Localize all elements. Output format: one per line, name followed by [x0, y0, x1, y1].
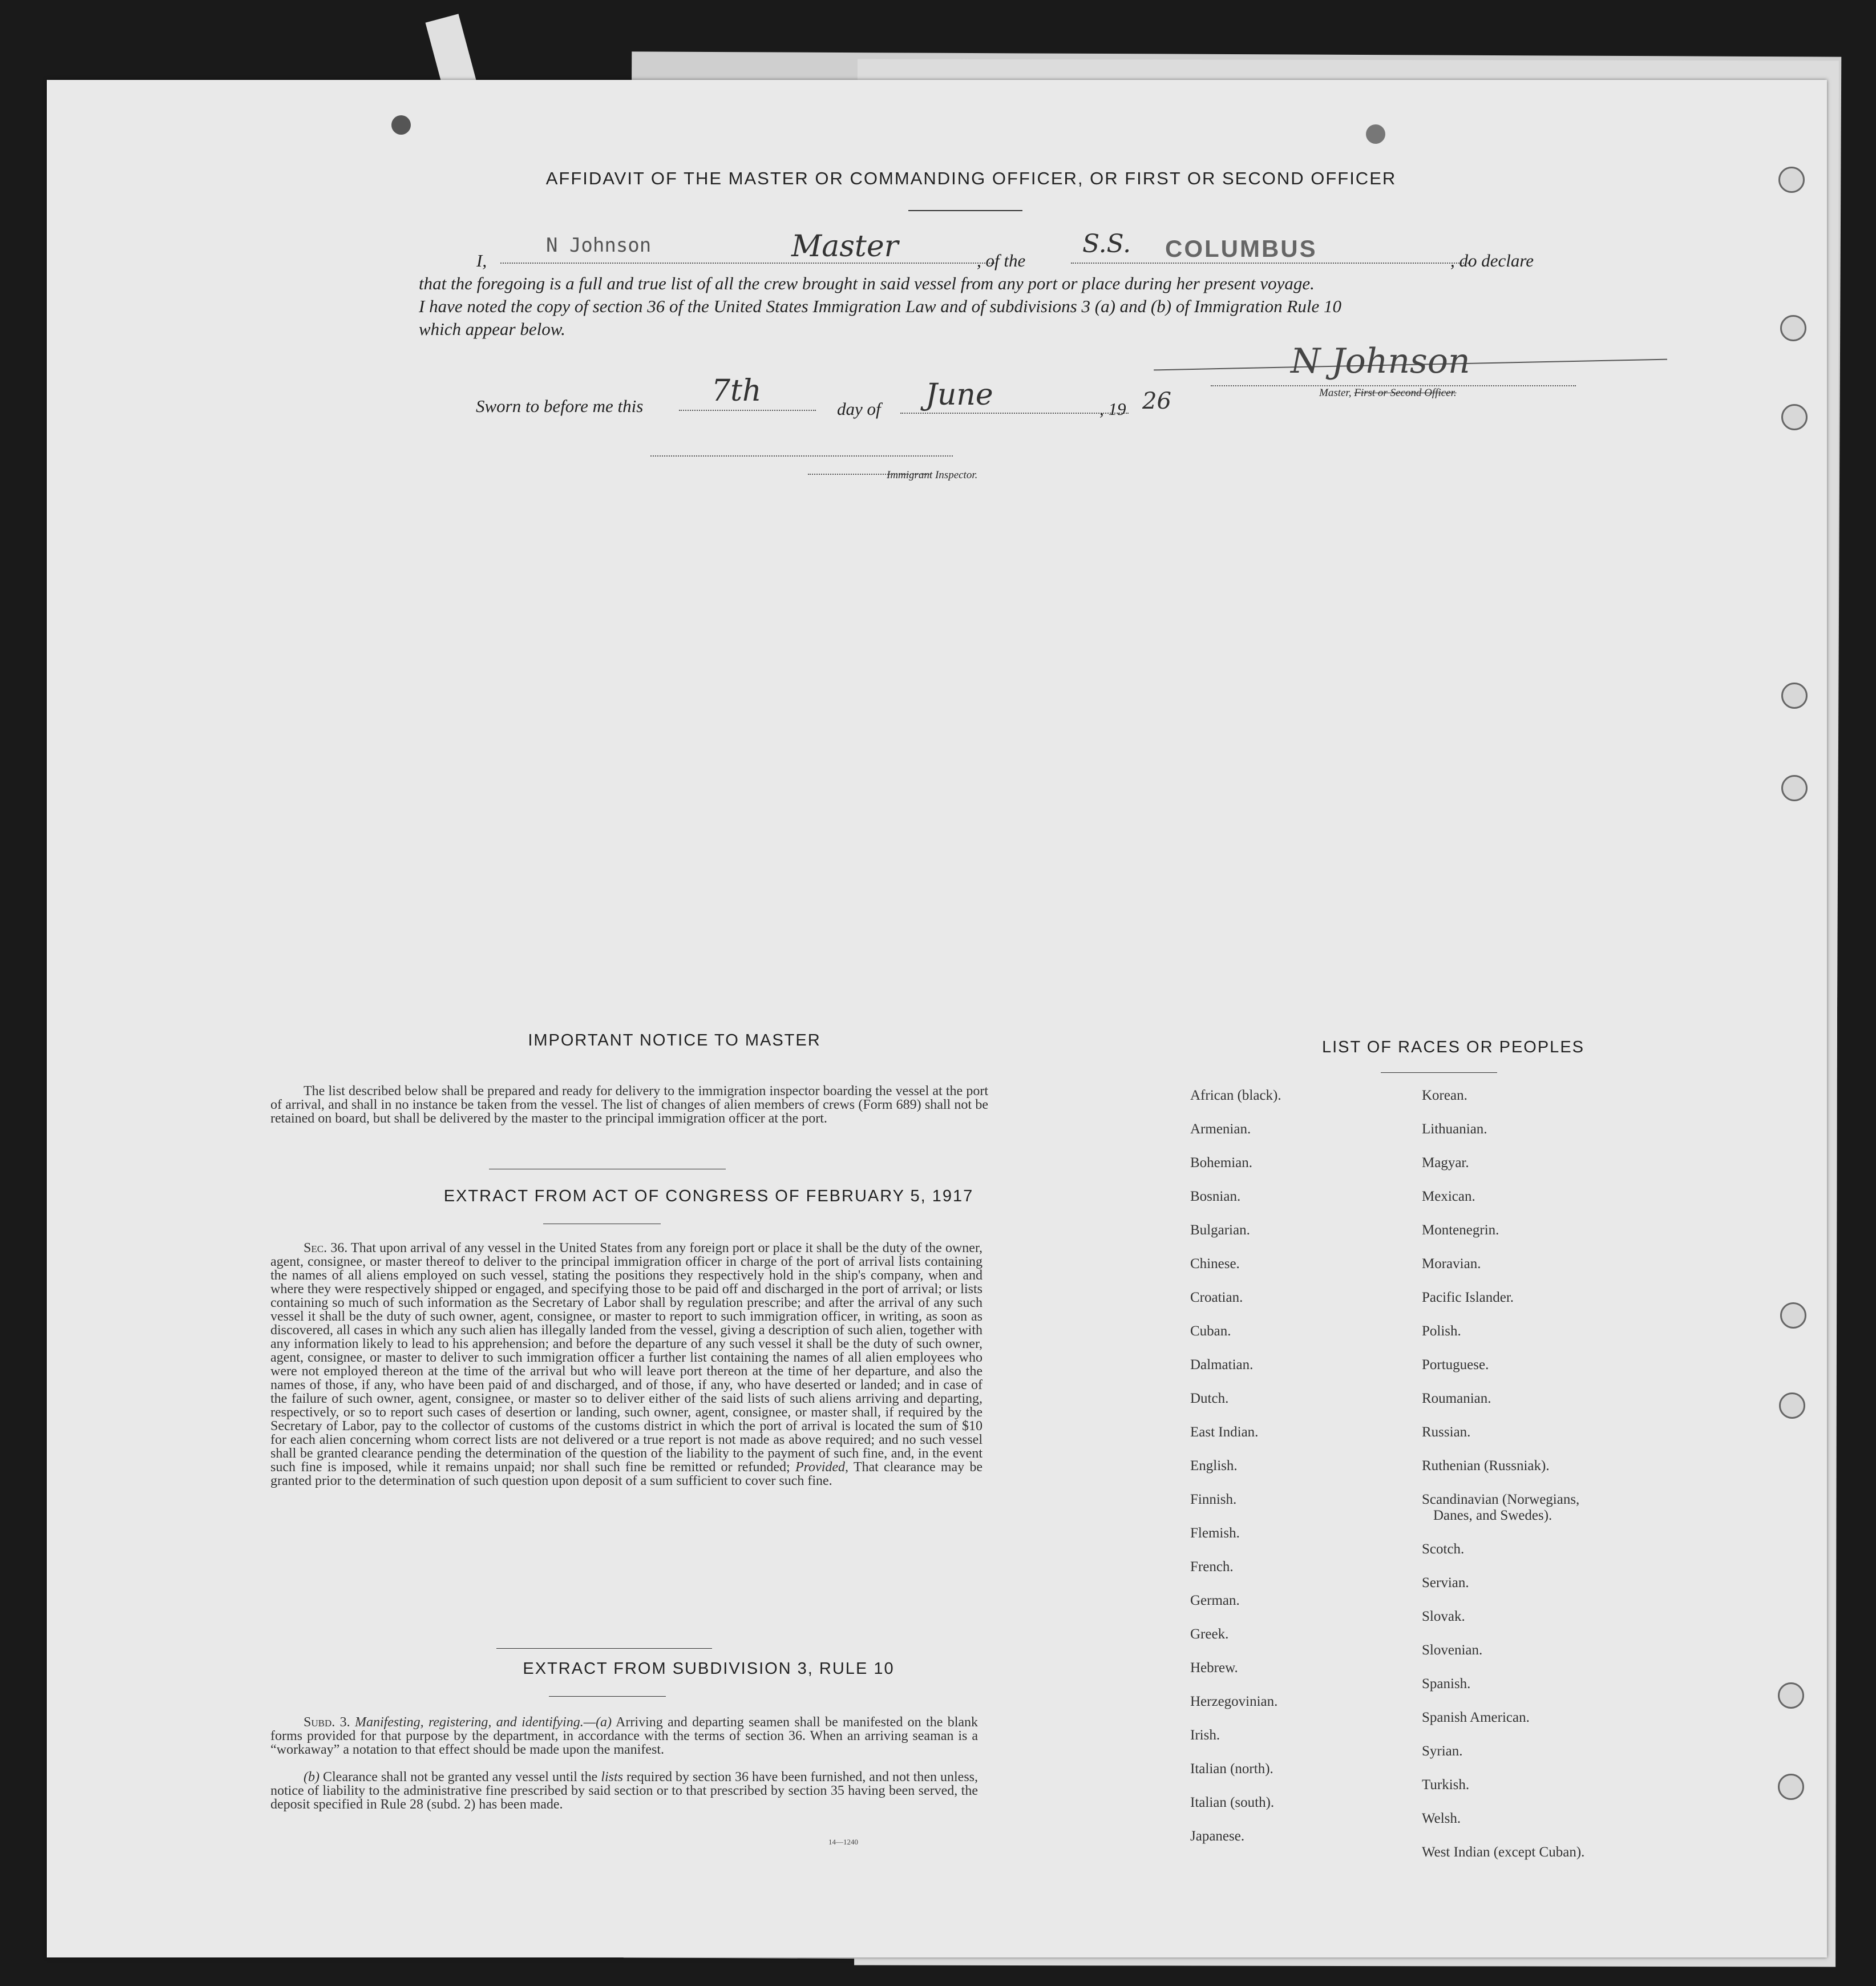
sworn-day: 7th — [711, 374, 762, 408]
race-item: Servian. — [1422, 1575, 1469, 1591]
race-item: Dalmatian. — [1190, 1357, 1254, 1373]
name-field-line — [500, 263, 997, 264]
vessel-name: COLUMBUS — [1165, 235, 1317, 262]
race-item: Chinese. — [1190, 1256, 1240, 1271]
divider — [549, 1696, 666, 1697]
sworn-label: Sworn to before me this — [476, 396, 644, 416]
race-item: Korean. — [1422, 1088, 1467, 1103]
binder-hole — [1781, 404, 1808, 430]
race-item: German. — [1190, 1593, 1240, 1608]
binder-hole — [1779, 1392, 1805, 1419]
manifest-page — [47, 80, 1827, 1957]
race-item: Pacific Islander. — [1422, 1290, 1514, 1305]
race-item: Ruthenian (Russniak). — [1422, 1458, 1550, 1474]
race-item: Spanish American. — [1422, 1710, 1530, 1725]
act-sec-label: Sec. 36. — [304, 1241, 348, 1256]
race-item: Italian (south). — [1190, 1795, 1275, 1810]
inspector-field-line — [650, 455, 953, 457]
notice-body: The list described below shall be prepared and ready for delivery to the immigration inspector boarding the vessel at the port of arrival, and shall in no instance be taken from the vessel. The list of changes of alien members of crews (Form 689) shall not be retained on board, but shall be delivered by the master to the principal immigration officer at the port. — [270, 1084, 988, 1126]
race-item: Portuguese. — [1422, 1357, 1489, 1373]
binder-hole — [1778, 167, 1805, 193]
divider — [908, 210, 1022, 211]
race-item: African (black). — [1190, 1088, 1281, 1103]
binder-hole — [1778, 1774, 1804, 1800]
race-item: Slovenian. — [1422, 1642, 1483, 1658]
vessel-prefix: S.S. — [1082, 229, 1131, 259]
race-item: French. — [1190, 1559, 1234, 1575]
affidavit-title: AFFIDAVIT OF THE MASTER OR COMMANDING OFFICER, OR FIRST OR SECOND OFFICER — [545, 168, 1397, 188]
rule-subd-label: Subd. 3. — [304, 1715, 350, 1730]
race-item: Hebrew. — [1190, 1660, 1238, 1676]
race-item: Turkish. — [1422, 1777, 1470, 1793]
do-declare-label: , do declare — [1450, 251, 1534, 271]
rule-para-a — [270, 1715, 978, 1757]
affidavit-line-2: that the foregoing is a full and true list of all the crew brought in said vessel from any port or place during her present voyage. — [419, 273, 1315, 293]
rule-para-b-2: required by section 36 have been furnished, and not then unless, notice of liability to the administrative fine prescribed by said section or to that prescribed by section 35 having been served, the deposit specified in Rule 28 (subd. 2) has been made. — [270, 1770, 978, 1812]
affidavit-line-3: I have noted the copy of section 36 of the United States Immigration Law and of subdivisions 3 (a) and (b) of Immigration Rule 10 — [419, 296, 1341, 316]
caption-struck-officer: First or Second Officer. — [1354, 387, 1457, 399]
inspector-caption: Immigrant Inspector. — [887, 469, 978, 481]
vessel-field-line — [1071, 263, 1470, 264]
race-item: Slovak. — [1422, 1609, 1465, 1624]
binder-hole — [1778, 1682, 1804, 1709]
race-item: Moravian. — [1422, 1256, 1481, 1271]
race-item: Japanese. — [1190, 1828, 1245, 1844]
punch-hole — [1366, 124, 1385, 144]
act-title: EXTRACT FROM ACT OF CONGRESS OF FEBRUARY 5, 1917 — [443, 1187, 974, 1205]
master-signature: N Johnson — [1291, 341, 1470, 381]
sworn-month: June — [925, 378, 993, 412]
notice-title: IMPORTANT NOTICE TO MASTER — [528, 1031, 821, 1049]
races-title: LIST OF RACES OR PEOPLES — [1321, 1038, 1585, 1056]
act-body — [270, 1241, 983, 1488]
master-name: N Johnson — [546, 234, 652, 257]
race-item: Roumanian. — [1422, 1391, 1491, 1406]
race-item: Croatian. — [1190, 1290, 1243, 1305]
race-item: Herzegovinian. — [1190, 1694, 1278, 1709]
form-number: 14—1240 — [828, 1838, 858, 1846]
caption-master: Master, — [1319, 387, 1352, 399]
rule-b-label: (b) — [304, 1770, 320, 1785]
punch-hole — [391, 115, 411, 135]
act-body-b: That clearance may be granted prior to the determination of such question upon deposit of a sum sufficient to cover such fine. — [270, 1460, 983, 1488]
race-item: Montenegrin. — [1422, 1222, 1499, 1238]
act-body-a: That upon arrival of any vessel in the United States from any foreign port or place it shall be the duty of the owner, agent, consignee, or master thereof to deliver to the principal immigration officer in charge of the port of arrival lists containing the names of all aliens employed on such vessel, stating the positions they respectively hold in the ship's company, when and where they were respectively shipped or engaged, and specifying those to be paid off and discharged in the port of arrival; or lists containing so much of such information as the Secretary of Labor shall by regulation prescribe; and after the arrival of any such vessel it shall be the duty of such owner, agent, consignee, or master to report to such immigration officer, in writing, as soon as discovered, all cases in which any such alien has illegally landed from the vessel, giving a description of such alien, together with any information likely to lead to his apprehension; and before the departure of any such vessel it shall be the duty of such owner, agent, consignee, or master to deliver to such immigration officer a further list containing the names of all alien employees who were not employed thereon at the time of the arrival but who will leave port thereon at the time of her departure, and also the names of those, if any, who have been paid of and discharged, and of those, if any, who have deserted or landed; and in case of the failure of such owner, agent, consignee, or master so to deliver either of the said lists of such aliens arriving and departing, respectively, or so to report such cases of desertion or landing, such owner, agent, consignee, or master shall, if required by the Secretary of Labor, pay to the collector of customs of the customs district in which the port of arrival is located the sum of $10 for each alien concerning whom correct lists are not delivered or a true report is not made as above required; and no such vessel shall be granted clearance pending the determination of the question of the liability to the payment of such fine, and, in the event such fine is imposed, while it remains unpaid; nor shall such fine be remitted or refunded; — [270, 1241, 983, 1475]
rule-title: EXTRACT FROM SUBDIVISION 3, RULE 10 — [523, 1660, 895, 1678]
binder-hole — [1780, 1302, 1806, 1329]
race-item: Mexican. — [1422, 1189, 1475, 1204]
race-item: Russian. — [1422, 1424, 1471, 1440]
race-item: Flemish. — [1190, 1525, 1240, 1541]
torn-tab — [425, 14, 476, 88]
race-item: Scandinavian (Norwegians, — [1422, 1492, 1580, 1507]
race-item: Bulgarian. — [1190, 1222, 1250, 1238]
sworn-year: 26 — [1142, 388, 1171, 414]
race-item: Scotch. — [1422, 1541, 1465, 1557]
race-item: Dutch. — [1190, 1391, 1229, 1406]
race-item: Greek. — [1190, 1626, 1229, 1642]
divider — [496, 1648, 712, 1649]
race-item: Spanish. — [1422, 1676, 1471, 1692]
race-item: Syrian. — [1422, 1743, 1463, 1759]
rule-para-b-lists: lists — [601, 1770, 623, 1785]
race-item: Italian (north). — [1190, 1761, 1273, 1777]
binder-hole — [1781, 775, 1808, 801]
race-item: East Indian. — [1190, 1424, 1259, 1440]
divider — [1381, 1072, 1497, 1073]
race-item: Finnish. — [1190, 1492, 1237, 1507]
signature-caption — [1319, 387, 1457, 399]
race-item: Polish. — [1422, 1323, 1461, 1339]
binder-hole — [1780, 315, 1806, 341]
affiant-label: I, — [476, 251, 487, 271]
race-item: Lithuanian. — [1422, 1121, 1487, 1137]
race-item: Danes, and Swedes). — [1433, 1508, 1552, 1523]
year-prefix: , 19 — [1099, 399, 1126, 419]
race-item: Bosnian. — [1190, 1189, 1241, 1204]
race-item: Irish. — [1190, 1727, 1220, 1743]
of-the-label: , of the — [977, 251, 1026, 271]
race-item: Bohemian. — [1190, 1155, 1253, 1170]
affidavit-line-4: which appear below. — [419, 319, 565, 339]
race-item: English. — [1190, 1458, 1238, 1474]
act-provided: Provided, — [795, 1460, 849, 1475]
signature-field-line — [1211, 385, 1576, 386]
rule-para-b-1: Clearance shall not be granted any vessel until the — [323, 1770, 598, 1785]
month-field-line — [900, 413, 1129, 414]
rule-subd-heading: Manifesting, registering, and identifying.—(a) — [354, 1715, 612, 1730]
race-item: Armenian. — [1190, 1121, 1251, 1137]
master-rank: Master — [791, 229, 899, 264]
day-of-label: day of — [837, 399, 881, 419]
binder-hole — [1781, 683, 1808, 709]
race-item: Magyar. — [1422, 1155, 1469, 1170]
race-item: West Indian (except Cuban). — [1422, 1844, 1585, 1860]
race-item: Cuban. — [1190, 1323, 1231, 1339]
rule-para-a-text: Arriving and departing seamen shall be manifested on the blank forms provided for that purpose by the department, in accordance with the terms of section 36. When an arriving seaman is a “workaway” a notation to that effect should be made upon the manifest. — [270, 1715, 979, 1757]
day-field-line — [679, 410, 816, 411]
rule-para-b — [270, 1770, 978, 1811]
race-item: Welsh. — [1422, 1811, 1461, 1826]
